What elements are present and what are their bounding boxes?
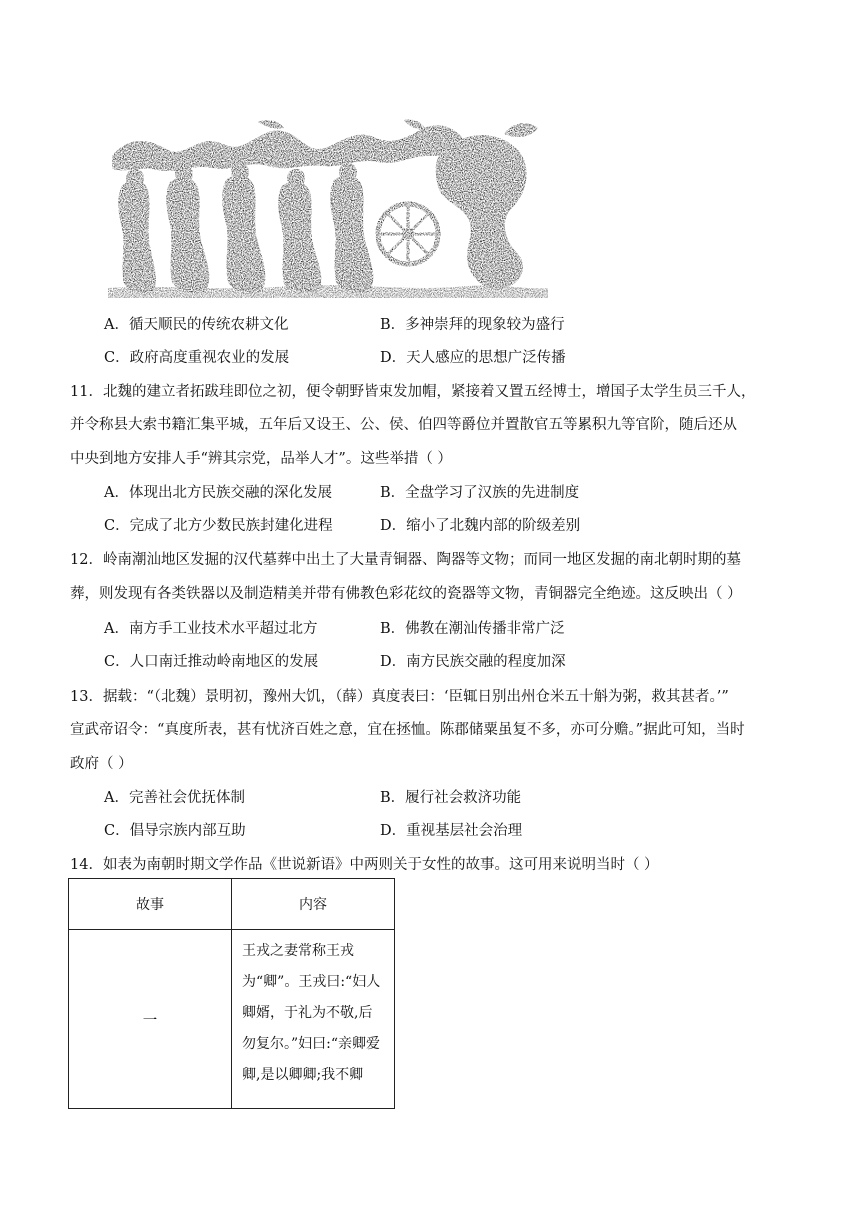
q12-option-d: D．南方民族交融的程度加深	[380, 654, 566, 670]
q13-stem-line-3: 政府（ ）	[70, 756, 133, 772]
table-cell-content-text: 王戎之妻常称王戎为“卿”。王戎曰:“妇人卿婿，于礼为不敬,后勿复尔。”妇曰:“亲卿爱卿,是以卿卿;我不卿	[242, 943, 381, 1083]
q10-option-b: B．多神崇拜的现象较为盛行	[380, 317, 565, 333]
q13-option-b: B．履行社会救济功能	[380, 790, 522, 806]
q13-option-a: A．完善社会优抚体制	[104, 790, 245, 806]
q12-option-c: C．人口南迁推动岭南地区的发展	[104, 654, 319, 670]
q10-option-a: A．循天顺民的传统农耕文化	[104, 317, 289, 333]
table-cell-content	[232, 930, 395, 1109]
q13-stem-line-1: 13．据载：“（北魏）景明初，豫州大饥，（薛）真度表曰：‘臣辄日别出州仓米五十斛为粥，救其甚者。’”	[70, 689, 729, 705]
q11-option-c: C．完成了北方少数民族封建化进程	[104, 518, 333, 534]
q10-option-c: C．政府高度重视农业的发展	[104, 350, 290, 366]
q11-option-d: D．缩小了北魏内部的阶级差别	[380, 518, 581, 534]
q11-option-a: A．体现出北方民族交融的深化发展	[104, 485, 332, 501]
q13-stem-line-2: 宣武帝诏令：“真度所表，甚有忧济百姓之意，宜在拯恤。陈郡储粟虽复不多，亦可分赡。”据此可知，当时	[70, 722, 745, 738]
q13-option-d: D．重视基层社会治理	[380, 823, 523, 839]
table-cell-story: 一	[69, 930, 232, 1109]
q11-option-b: B．全盘学习了汉族的先进制度	[380, 485, 580, 501]
q14-stem-line: 14．如表为南朝时期文学作品《世说新语》中两则关于女性的故事。这可用来说明当时（ ）	[70, 857, 659, 873]
stone-rubbing-image	[108, 116, 548, 298]
q11-stem-line-3: 中央到地方安排人手“辨其宗党，品举人才”。这些举措（ ）	[70, 451, 452, 467]
table-row	[69, 930, 395, 1109]
table-header-content: 内容	[232, 879, 395, 930]
q11-stem-line-2: 并令称县大索书籍汇集平城，五年后又设王、公、侯、伯四等爵位并置散官五等累积九等官阶，随后还从	[70, 417, 737, 433]
q12-stem-line-2: 葬，则发现有各类铁器以及制造精美并带有佛教色彩花纹的瓷器等文物，青铜器完全绝迹。这反映出（ ）	[70, 586, 742, 602]
q12-option-b: B．佛教在潮汕传播非常广泛	[380, 621, 565, 637]
q12-option-a: A．南方手工业技术水平超过北方	[104, 621, 318, 637]
table-header-story: 故事	[69, 879, 232, 930]
q11-stem-line-1: 11．北魏的建立者拓跋珪即位之初，便令朝野皆束发加帽，紧接着又置五经博士，增国子太学生员三千人，	[70, 384, 756, 400]
q12-stem-line-1: 12．岭南潮汕地区发掘的汉代墓葬中出土了大量青铜器、陶器等文物；而同一地区发掘的南北朝时期的墓	[70, 552, 741, 568]
q13-option-c: C．倡导宗族内部互助	[104, 823, 246, 839]
table-header-row	[69, 879, 395, 930]
q10-option-d: D．天人感应的思想广泛传播	[380, 350, 566, 366]
story-table	[68, 878, 395, 1109]
